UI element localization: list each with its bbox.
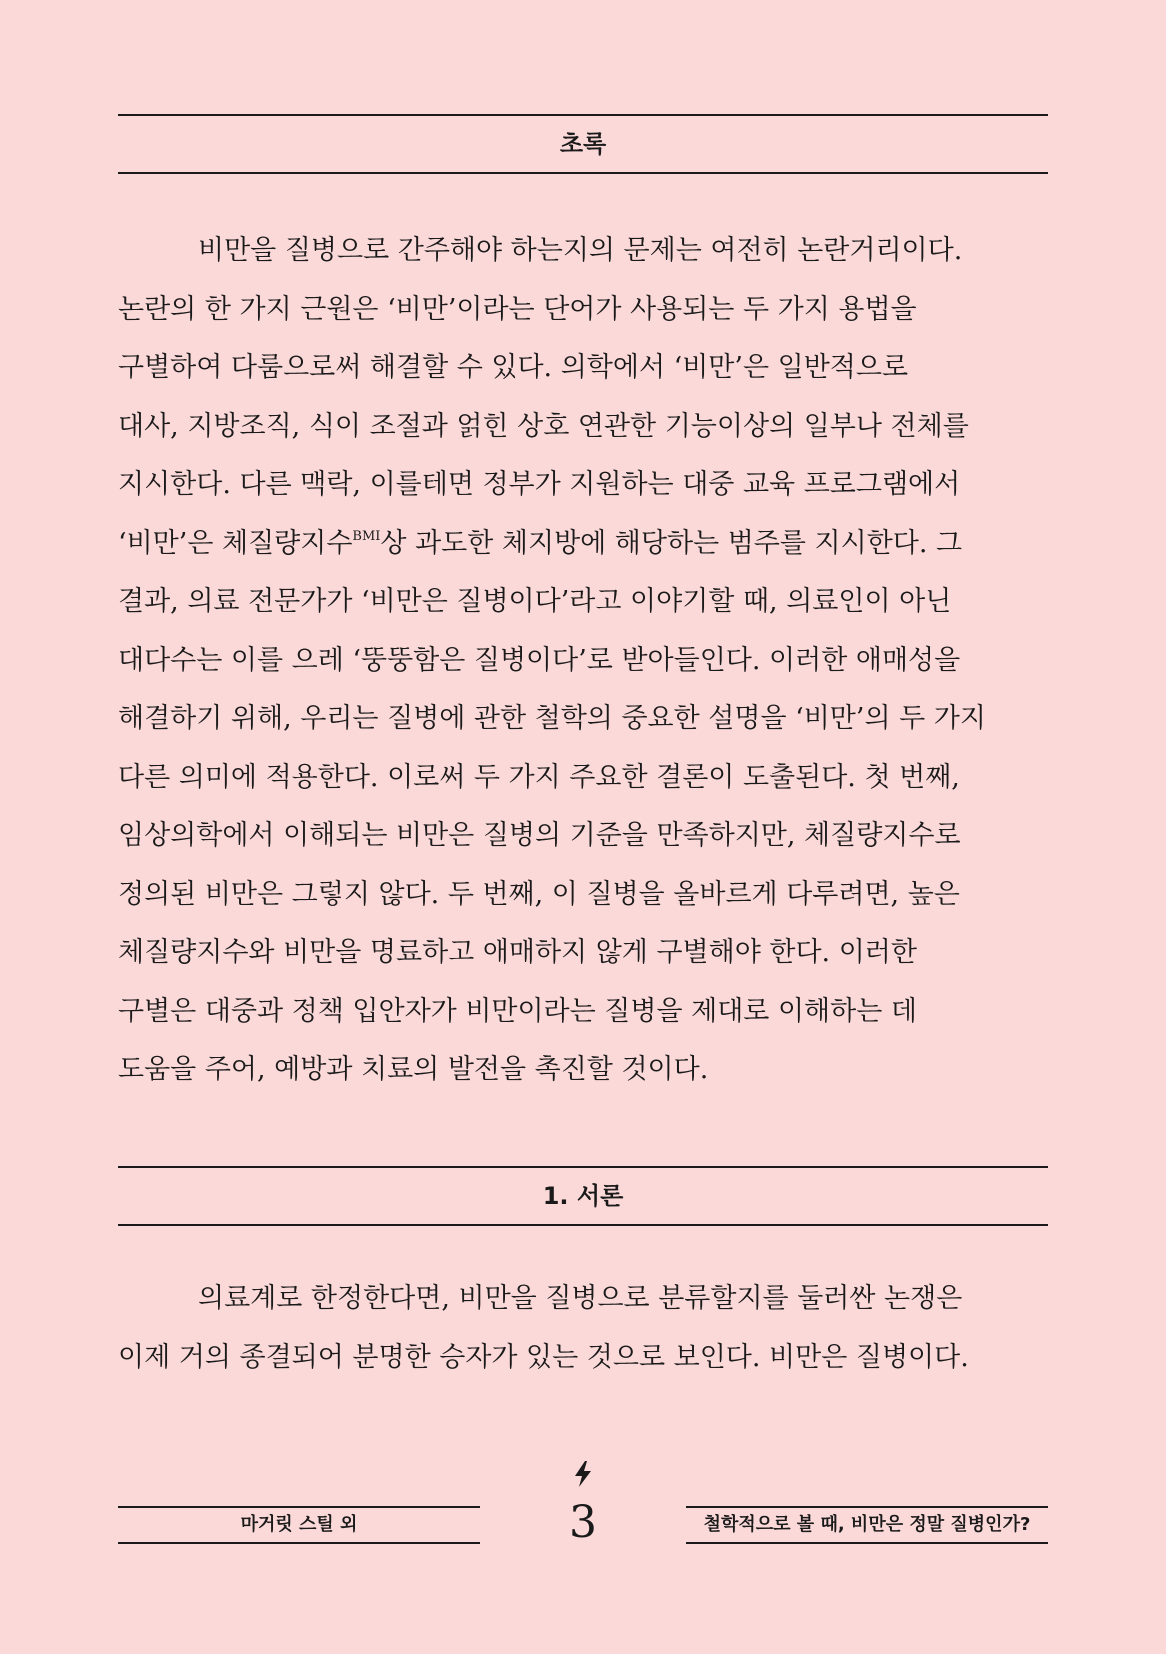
- abstract-line: 비만을 질병으로 간주해야 하는지의 문제는 여전히 논란거리이다.: [198, 235, 963, 266]
- bmi-superscript: BMI: [352, 528, 381, 544]
- abstract-line: 결과, 의료 전문가가 ‘비만은 질병이다’라고 이야기할 때, 의료인이 아닌: [118, 586, 952, 617]
- abstract-heading: 초록: [118, 114, 1048, 174]
- abstract-line-bmi: [118, 515, 1048, 574]
- footer-title: 철학적으로 볼 때, 비만은 정말 질병인가?: [686, 1506, 1048, 1544]
- intro-line: 의료계로 한정한다면, 비만을 질병으로 분류할지를 둘러싼 논쟁은: [198, 1283, 963, 1314]
- bmi-line-after: 상 과도한 체지방에 해당하는 범주를 지시한다. 그: [380, 527, 963, 559]
- abstract-line: 대사, 지방조직, 식이 조절과 얽힌 상호 연관한 기능이상의 일부나 전체를: [118, 410, 969, 442]
- intro-line: 이제 거의 종결되어 분명한 승자가 있는 것으로 보인다. 비만은 질병이다.: [118, 1341, 969, 1373]
- lightning-bolt-icon: [572, 1461, 594, 1487]
- abstract-line: 도움을 주어, 예방과 치료의 발전을 촉진할 것이다.: [118, 1054, 709, 1085]
- footer-author: 마거릿 스틸 외: [118, 1506, 480, 1544]
- abstract-line: 임상의학에서 이해되는 비만은 질병의 기준을 만족하지만, 체질량지수로: [118, 820, 961, 851]
- abstract-line: 정의된 비만은 그렇지 않다. 두 번째, 이 질병을 올바르게 다루려면, 높은: [118, 878, 960, 910]
- abstract-line: 구별은 대중과 정책 입안자가 비만이라는 질병을 제대로 이해하는 데: [118, 995, 917, 1027]
- abstract-line: 구별하여 다룸으로써 해결할 수 있다. 의학에서 ‘비만’은 일반적으로: [118, 352, 909, 383]
- abstract-line: 대다수는 이를 으레 ‘뚱뚱함은 질병이다’로 받아들인다. 이러한 애매성을: [118, 644, 961, 676]
- bmi-line-before: ‘비만’은 체질량지수: [118, 527, 353, 559]
- abstract-line: 체질량지수와 비만을 명료하고 애매하지 않게 구별해야 한다. 이러한: [118, 937, 917, 968]
- abstract-line: 논란의 한 가지 근원은 ‘비만’이라는 단어가 사용되는 두 가지 용법을: [118, 293, 917, 325]
- page-number: 3: [569, 1497, 597, 1548]
- abstract-line: 다른 의미에 적용한다. 이로써 두 가지 주요한 결론이 도출된다. 첫 번째,: [118, 761, 960, 793]
- abstract-body: [118, 222, 1048, 1100]
- abstract-line: 지시한다. 다른 맥락, 이를테면 정부가 지원하는 대중 교육 프로그램에서: [118, 469, 961, 500]
- intro-heading: 1. 서론: [118, 1166, 1048, 1226]
- abstract-line: 해결하기 위해, 우리는 질병에 관한 철학의 중요한 설명을 ‘비만’의 두 가지: [118, 703, 986, 734]
- intro-body: [118, 1270, 1048, 1387]
